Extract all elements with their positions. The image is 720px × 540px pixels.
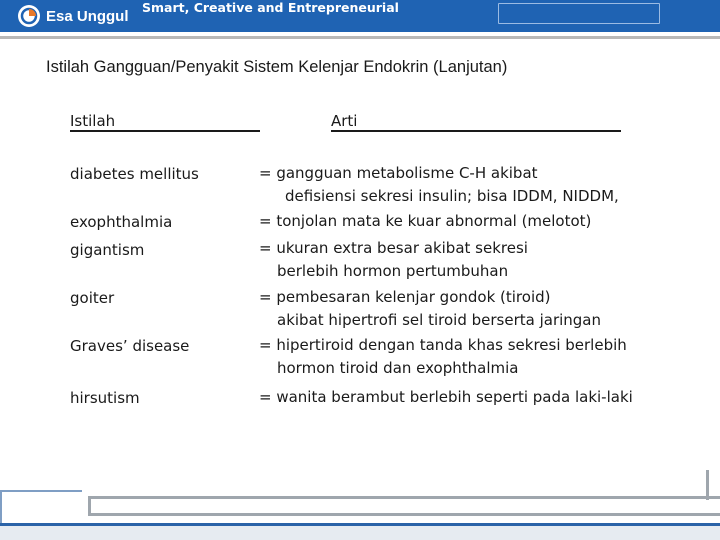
university-logo-icon	[18, 5, 40, 27]
column-header-term: Istilah	[70, 112, 116, 130]
logo-text: Esa Unggul	[46, 7, 129, 25]
definition-line: = tonjolan mata ke kuar abnormal (melotot)	[259, 212, 592, 230]
definition-hirsutism	[259, 386, 633, 409]
footer-shade	[0, 526, 720, 540]
term-graves-disease: Graves’ disease	[70, 337, 190, 355]
term-hirsutism: hirsutism	[70, 389, 140, 407]
column-header-underline	[331, 130, 621, 132]
definition-diabetes-mellitus	[259, 162, 619, 208]
definition-line: hormon tiroid dan exophthalmia	[277, 359, 519, 377]
definition-line: defisiensi sekresi insulin; bisa IDDM, NIDDM,	[285, 187, 619, 205]
slide-title: Istilah Gangguan/Penyakit Sistem Kelenjar Endokrin (Lanjutan)	[46, 58, 508, 76]
header-decoration-box	[498, 3, 660, 24]
tagline: Smart, Creative and Entrepreneurial	[142, 0, 399, 15]
footer-decoration	[0, 490, 82, 526]
definition-line: akibat hipertrofi sel tiroid berserta jaringan	[277, 311, 602, 329]
definition-graves-disease	[259, 334, 627, 380]
term-exophthalmia: exophthalmia	[70, 213, 173, 231]
definition-line: = hipertiroid dengan tanda khas sekresi berlebih	[259, 336, 627, 354]
column-header-underline	[70, 130, 260, 132]
definition-gigantism	[259, 237, 528, 283]
term-goiter: goiter	[70, 289, 115, 307]
definition-line: = gangguan metabolisme C-H akibat	[259, 164, 538, 182]
term-diabetes-mellitus: diabetes mellitus	[70, 165, 199, 183]
header-divider	[0, 36, 720, 39]
definition-line: = ukuran extra besar akibat sekresi	[259, 239, 528, 257]
definition-line: = pembesaran kelenjar gondok (tiroid)	[259, 288, 551, 306]
definition-line: berlebih hormon pertumbuhan	[277, 262, 509, 280]
definition-exophthalmia	[259, 210, 591, 233]
logo	[0, 0, 129, 32]
term-gigantism: gigantism	[70, 241, 145, 259]
definition-goiter	[259, 286, 601, 332]
definition-line: = wanita berambut berlebih seperti pada laki-laki	[259, 388, 633, 406]
header-bar	[0, 0, 720, 32]
footer-decoration	[88, 496, 720, 516]
column-header-meaning: Arti	[331, 112, 358, 130]
